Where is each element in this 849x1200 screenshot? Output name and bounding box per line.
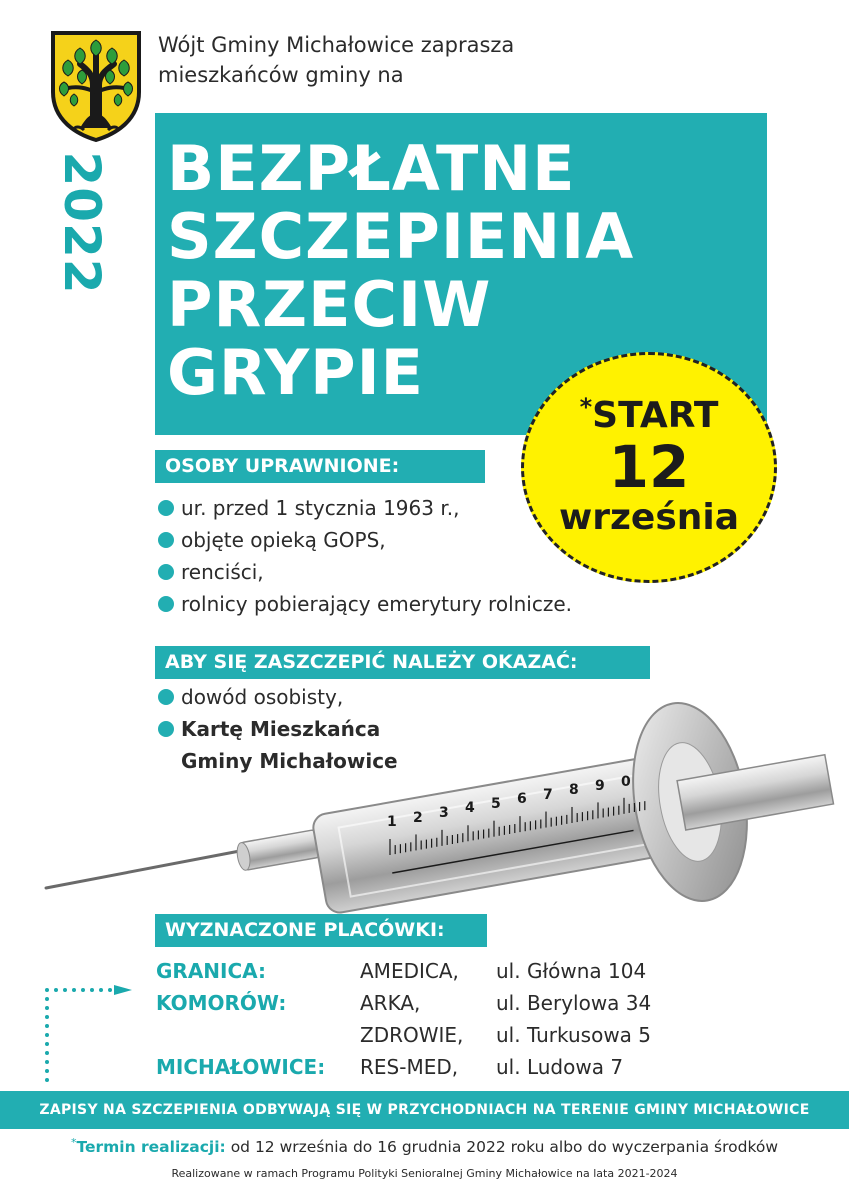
term-line xyxy=(0,1130,849,1160)
scale-number: 7 xyxy=(543,787,553,803)
list-item: rolnicy pobierający emerytury rolnicze. xyxy=(155,588,572,620)
title-line-2: SZCZEPIENIA xyxy=(167,200,635,273)
scale-number: 1 xyxy=(387,814,397,830)
list-item: objęte opieką GOPS, xyxy=(155,524,572,556)
place-clinic: ZDROWIE, xyxy=(360,1023,464,1047)
eligible-heading: OSOBY UPRAWNIONE: xyxy=(155,450,485,483)
place-town: KOMORÓW: xyxy=(156,991,287,1015)
term-label: Termin realizacji: xyxy=(76,1138,226,1157)
term-asterisk: * xyxy=(70,1136,77,1149)
title-line-1: BEZPŁATNE xyxy=(167,132,576,205)
registration-banner: ZAPISY NA SZCZEPIENIA ODBYWAJĄ SIĘ W PRZYCHODNIACH NA TERENIE GMINY MICHAŁOWICE xyxy=(0,1091,849,1129)
list-item: Kartę Mieszkańca xyxy=(155,713,398,745)
invitation-line-1: Wójt Gminy Michałowice zaprasza xyxy=(158,33,515,57)
place-clinic: RES-MED, xyxy=(360,1055,459,1079)
list-item: renciści, xyxy=(155,556,572,588)
invitation-text xyxy=(158,30,514,90)
scale-number: 0 xyxy=(621,774,631,790)
scale-number: 8 xyxy=(569,782,579,798)
scale-number: 9 xyxy=(595,778,605,794)
scale-number: 6 xyxy=(517,791,527,807)
year-label xyxy=(42,148,122,298)
list-item-continuation: Gminy Michałowice xyxy=(181,749,398,773)
place-clinic: AMEDICA, xyxy=(360,959,459,983)
scale-number: 3 xyxy=(439,805,449,821)
year-text: 2022 xyxy=(53,151,111,295)
place-address: ul. Berylowa 34 xyxy=(496,991,652,1015)
place-town: MICHAŁOWICE: xyxy=(156,1055,326,1079)
start-month: września xyxy=(558,497,740,538)
term-text: od 12 września do 16 grudnia 2022 roku albo do wyczerpania środków xyxy=(225,1138,779,1157)
place-address: ul. Główna 104 xyxy=(496,959,647,983)
program-footnote: Realizowane w ramach Programu Polityki Senioralnej Gminy Michałowice na lata 2021-2024 xyxy=(171,1167,678,1180)
place-address: ul. Turkusowa 5 xyxy=(496,1023,652,1047)
title-line-3: PRZECIW xyxy=(167,268,492,341)
gmina-coat-of-arms xyxy=(50,30,142,142)
places-heading: WYZNACZONE PLACÓWKI: xyxy=(155,914,487,947)
scale-number: 4 xyxy=(465,800,475,816)
place-clinic: ARKA, xyxy=(360,991,421,1015)
documents-list xyxy=(155,681,398,777)
scale-number: 5 xyxy=(491,796,501,812)
place-town: GRANICA: xyxy=(156,959,266,983)
title-line-4: GRYPIE xyxy=(167,336,424,409)
list-item: ur. przed 1 stycznia 1963 r., xyxy=(155,492,572,524)
place-address: ul. Ludowa 7 xyxy=(496,1055,624,1079)
start-word: START xyxy=(592,395,719,436)
start-day: 12 xyxy=(608,433,690,501)
eligible-list xyxy=(155,492,572,620)
scale-number: 2 xyxy=(413,810,423,826)
invitation-line-2: mieszkańców gminy na xyxy=(158,63,404,87)
start-asterisk: * xyxy=(579,393,593,421)
documents-heading: ABY SIĘ ZASZCZEPIĆ NALEŻY OKAZAĆ: xyxy=(155,646,650,679)
start-label xyxy=(524,387,774,436)
dotted-arrow xyxy=(44,985,144,1085)
list-item: dowód osobisty, xyxy=(155,681,398,713)
